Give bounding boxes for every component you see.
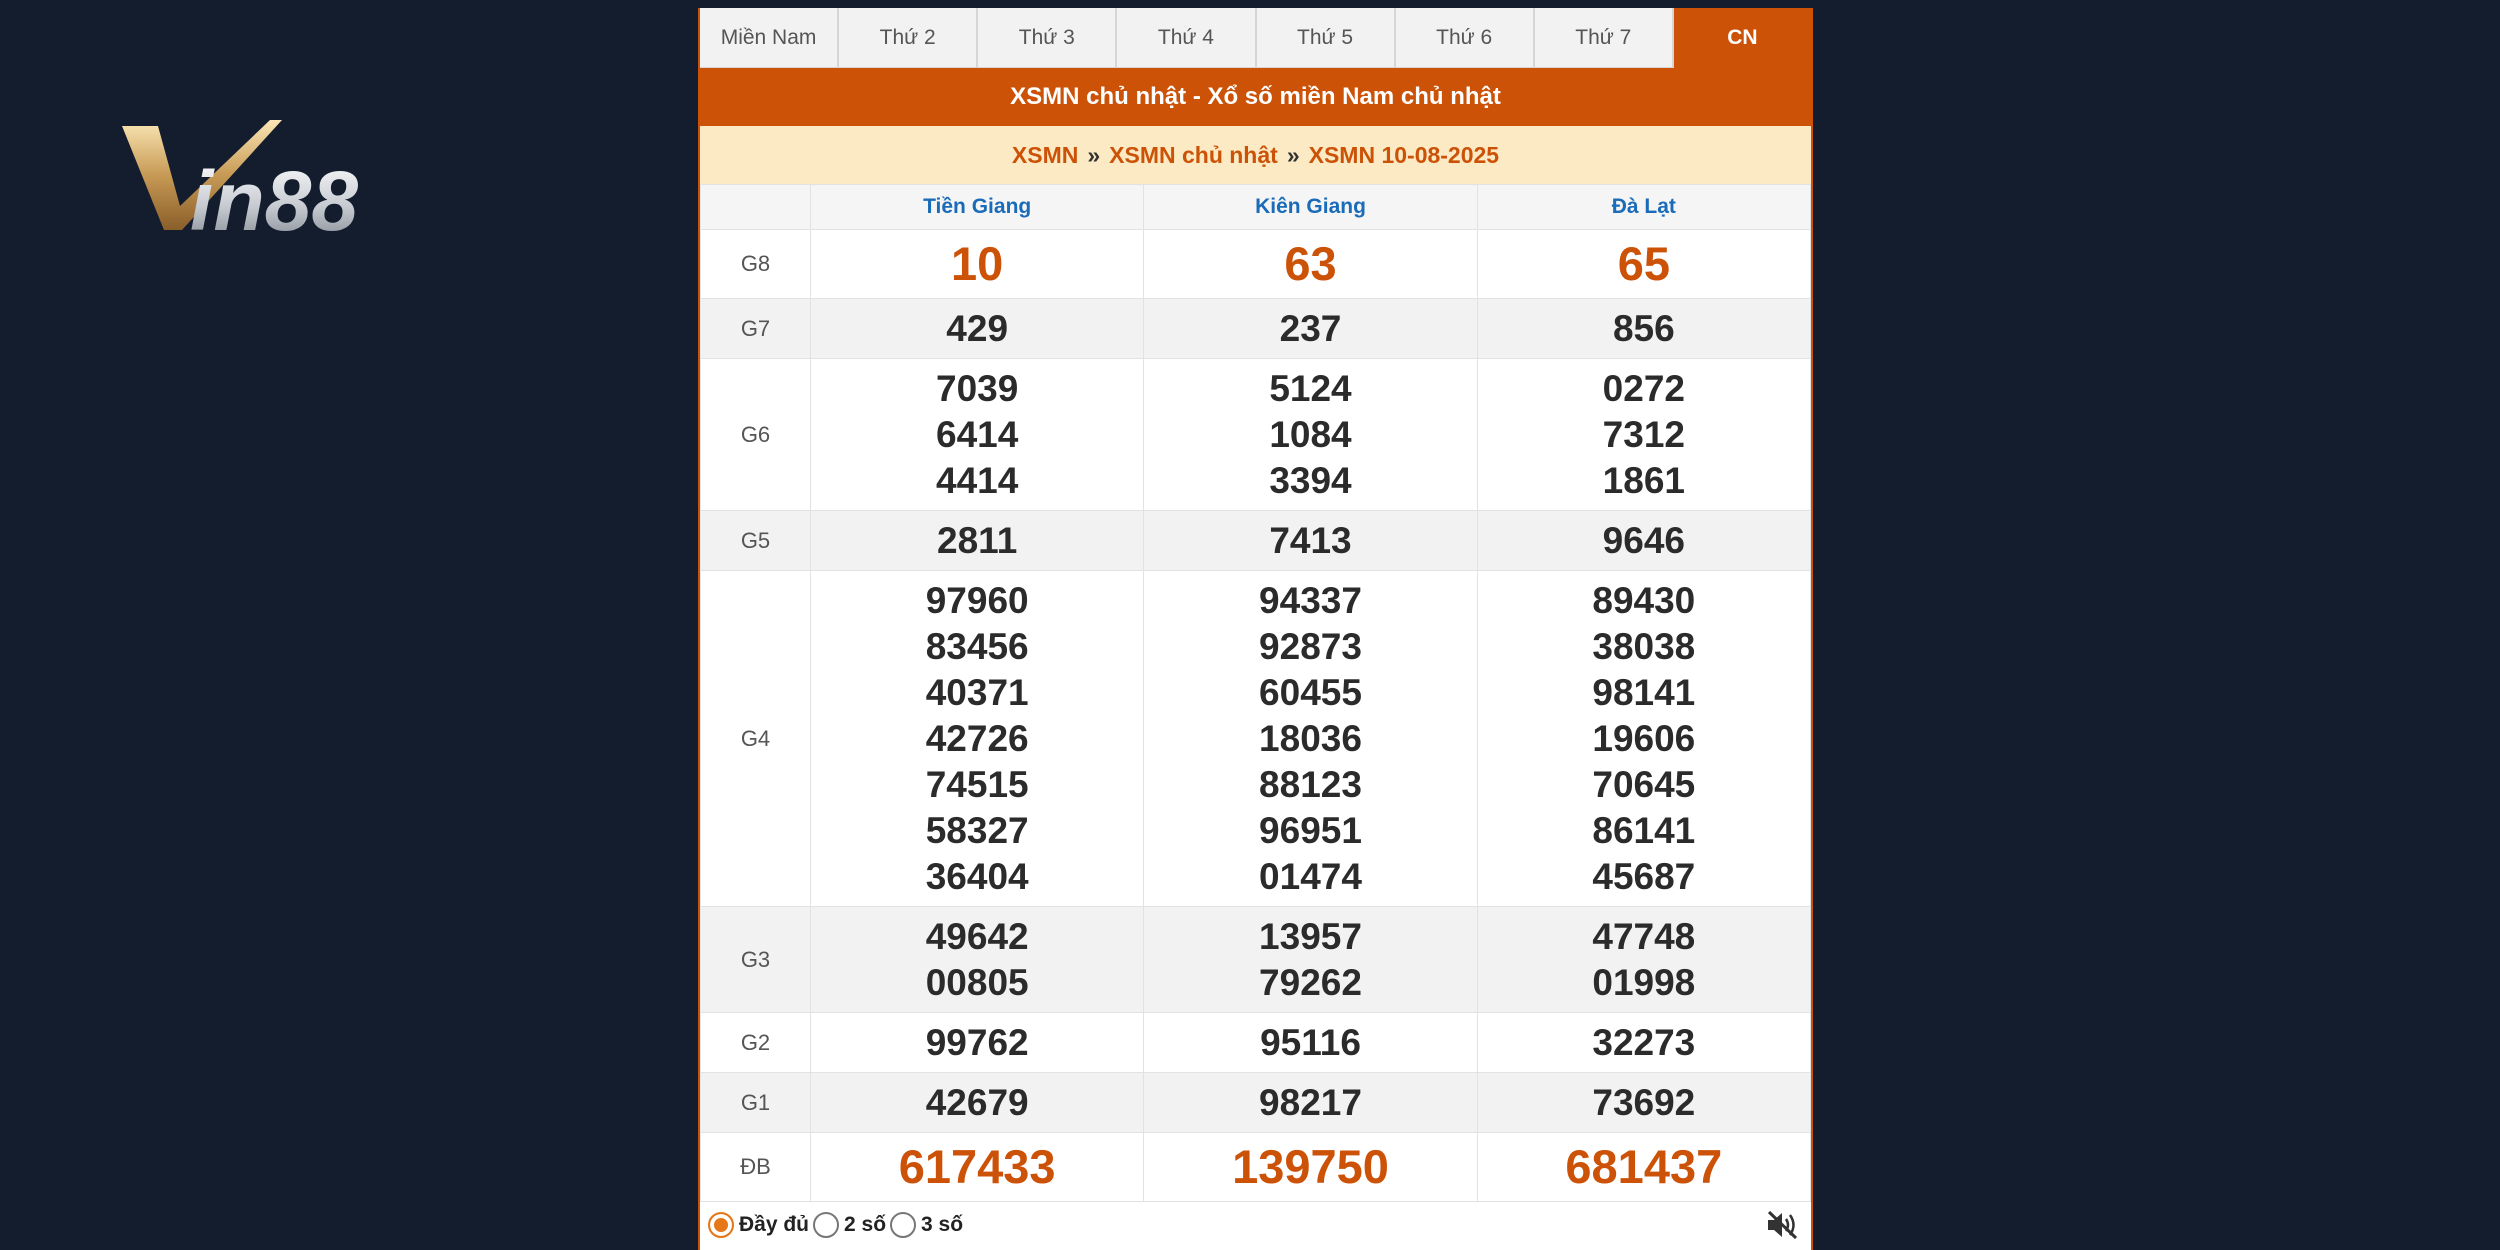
prize-label: G8 <box>701 230 811 299</box>
result-number: 0272 <box>1602 367 1685 409</box>
result-number: 65 <box>1617 237 1670 290</box>
result-cell <box>1477 907 1810 1013</box>
page-title: XSMN chủ nhật - Xổ số miền Nam chủ nhật <box>700 68 1811 126</box>
result-cell <box>1477 1013 1810 1073</box>
display-option-0[interactable] <box>708 1212 809 1238</box>
prize-row-g5 <box>701 511 1811 571</box>
result-number: 86141 <box>1592 809 1696 851</box>
result-number: 237 <box>1279 307 1342 349</box>
result-number: 5124 <box>1269 367 1352 409</box>
prize-row-g4 <box>701 571 1811 907</box>
result-cell <box>1477 359 1810 511</box>
display-option-2[interactable] <box>890 1212 963 1238</box>
result-number: 2811 <box>937 519 1018 561</box>
result-number: 96951 <box>1259 809 1362 851</box>
result-cell <box>1144 571 1477 907</box>
result-number: 60455 <box>1259 671 1362 713</box>
result-number: 01474 <box>1259 855 1362 897</box>
result-number: 70645 <box>1592 763 1696 805</box>
result-number: 97960 <box>925 579 1029 621</box>
result-number: 99762 <box>925 1021 1029 1063</box>
result-number: 617433 <box>898 1140 1056 1193</box>
tab-6[interactable]: Thứ 7 <box>1535 8 1674 68</box>
result-cell <box>1477 230 1810 299</box>
result-number: 1084 <box>1269 413 1352 455</box>
province-header[interactable]: Tiền Giang <box>811 185 1144 230</box>
result-number: 38038 <box>1592 625 1696 667</box>
result-number: 10 <box>951 237 1004 290</box>
breadcrumb-separator: » <box>1087 141 1101 168</box>
display-options <box>700 1202 1811 1248</box>
prize-header-cell <box>701 185 811 230</box>
result-number: 47748 <box>1592 915 1696 957</box>
result-cell <box>1477 571 1810 907</box>
prize-label: G4 <box>701 571 811 907</box>
radio-label: 3 số <box>921 1213 964 1236</box>
result-cell <box>811 571 1144 907</box>
prize-row-g8 <box>701 230 1811 299</box>
result-number: 856 <box>1612 307 1675 349</box>
breadcrumb-link[interactable]: XSMN <box>1011 141 1079 168</box>
result-cell <box>811 511 1144 571</box>
tab-5[interactable]: Thứ 6 <box>1396 8 1535 68</box>
prize-row-g7 <box>701 299 1811 359</box>
day-tabs <box>700 8 1811 68</box>
result-cell <box>811 359 1144 511</box>
result-number: 83456 <box>925 625 1029 667</box>
prize-row-g3 <box>701 907 1811 1013</box>
result-number: 1861 <box>1602 459 1685 501</box>
breadcrumb-separator: » <box>1286 141 1300 168</box>
result-number: 98217 <box>1259 1081 1362 1123</box>
breadcrumb <box>700 126 1811 184</box>
breadcrumb-link[interactable]: XSMN 10-08-2025 <box>1308 141 1500 168</box>
mute-speaker-icon[interactable] <box>1765 1210 1799 1240</box>
result-number: 42726 <box>925 717 1029 759</box>
prize-row-db <box>701 1133 1811 1202</box>
result-number: 01998 <box>1592 961 1696 1003</box>
result-cell <box>811 907 1144 1013</box>
result-cell <box>1144 511 1477 571</box>
tab-0[interactable]: Miền Nam <box>700 8 839 68</box>
result-number: 429 <box>946 307 1009 349</box>
result-number: 79262 <box>1259 961 1362 1003</box>
result-number: 42679 <box>925 1081 1029 1123</box>
tab-7[interactable]: CN <box>1674 8 1811 68</box>
result-number: 73692 <box>1592 1081 1696 1123</box>
radio-label: Đầy đủ <box>739 1213 810 1236</box>
result-cell <box>1144 299 1477 359</box>
radio-label: 2 số <box>844 1213 887 1236</box>
province-header[interactable]: Kiên Giang <box>1144 185 1477 230</box>
result-cell <box>811 1133 1144 1202</box>
result-cell <box>811 1013 1144 1073</box>
tab-3[interactable]: Thứ 4 <box>1117 8 1256 68</box>
breadcrumb-link[interactable]: XSMN chủ nhật <box>1109 141 1278 168</box>
result-number: 49642 <box>925 915 1029 957</box>
result-cell <box>1144 359 1477 511</box>
result-number: 13957 <box>1259 915 1362 957</box>
prize-row-g2 <box>701 1013 1811 1073</box>
result-number: 4414 <box>936 459 1019 501</box>
result-number: 88123 <box>1259 763 1362 805</box>
display-option-1[interactable] <box>813 1212 886 1238</box>
tab-1[interactable]: Thứ 2 <box>839 8 978 68</box>
prize-label: G7 <box>701 299 811 359</box>
province-header[interactable]: Đà Lạt <box>1477 185 1810 230</box>
radio-button[interactable] <box>813 1212 839 1238</box>
lottery-panel <box>698 8 1813 1250</box>
result-number: 40371 <box>925 671 1029 713</box>
tab-4[interactable]: Thứ 5 <box>1257 8 1396 68</box>
prize-label: G5 <box>701 511 811 571</box>
result-number: 7039 <box>936 367 1019 409</box>
result-cell <box>1144 907 1477 1013</box>
result-number: 63 <box>1284 237 1337 290</box>
result-cell <box>1477 1073 1810 1133</box>
result-cell <box>1477 511 1810 571</box>
prize-label: G3 <box>701 907 811 1013</box>
result-number: 00805 <box>925 961 1029 1003</box>
result-number: 19606 <box>1592 717 1696 759</box>
prize-label: G1 <box>701 1073 811 1133</box>
result-number: 94337 <box>1259 579 1362 621</box>
result-cell <box>1144 1073 1477 1133</box>
result-number: 89430 <box>1592 579 1696 621</box>
result-number: 9646 <box>1602 519 1685 561</box>
result-number: 98141 <box>1592 671 1696 713</box>
result-number: 36404 <box>925 855 1029 897</box>
radio-button[interactable] <box>890 1212 916 1238</box>
result-cell <box>811 230 1144 299</box>
result-number: 6414 <box>936 413 1019 455</box>
prize-row-g1 <box>701 1073 1811 1133</box>
result-cell <box>811 1073 1144 1133</box>
result-cell <box>1144 1133 1477 1202</box>
result-number: 74515 <box>925 763 1029 805</box>
prize-label: G2 <box>701 1013 811 1073</box>
result-number: 681437 <box>1565 1140 1723 1193</box>
radio-button[interactable] <box>708 1212 734 1238</box>
prize-label: G6 <box>701 359 811 511</box>
result-number: 7312 <box>1602 413 1685 455</box>
result-number: 45687 <box>1592 855 1696 897</box>
result-number: 3394 <box>1269 459 1352 501</box>
vin88-logo <box>120 118 505 243</box>
result-cell <box>811 299 1144 359</box>
result-number: 58327 <box>925 809 1029 851</box>
prize-label: ĐB <box>701 1133 811 1202</box>
svg-text:in88: in88 <box>190 154 359 243</box>
prize-row-g6 <box>701 359 1811 511</box>
result-cell <box>1144 230 1477 299</box>
result-cell <box>1477 299 1810 359</box>
result-cell <box>1477 1133 1810 1202</box>
result-number: 18036 <box>1259 717 1362 759</box>
result-number: 95116 <box>1260 1021 1361 1063</box>
result-number: 139750 <box>1232 1140 1389 1193</box>
result-number: 7413 <box>1269 519 1352 561</box>
result-cell <box>1144 1013 1477 1073</box>
tab-2[interactable]: Thứ 3 <box>978 8 1117 68</box>
results-table <box>700 184 1811 1202</box>
province-header-row <box>701 185 1811 230</box>
result-number: 92873 <box>1259 625 1362 667</box>
result-number: 32273 <box>1592 1021 1696 1063</box>
